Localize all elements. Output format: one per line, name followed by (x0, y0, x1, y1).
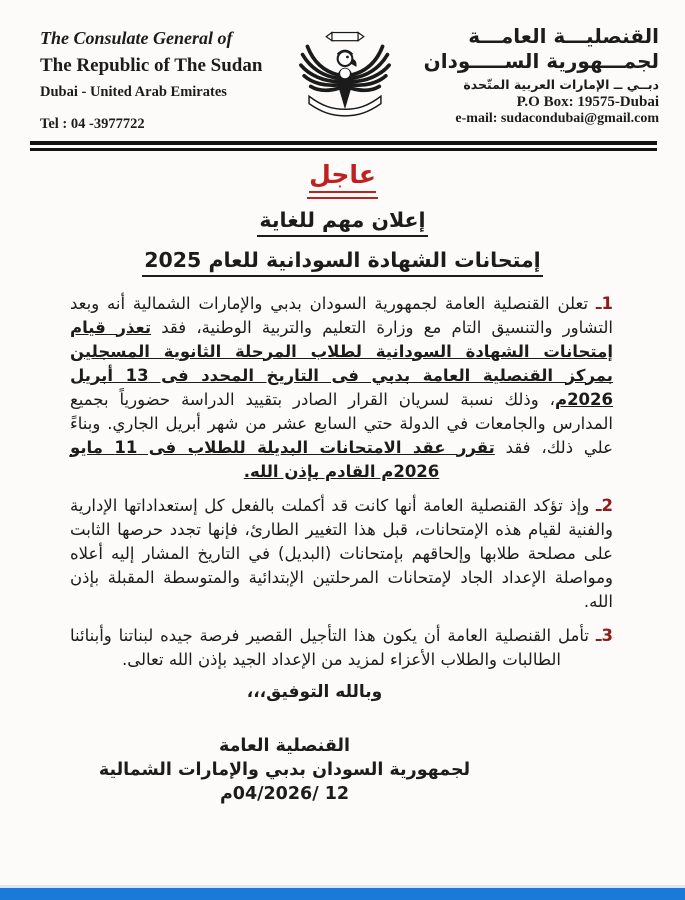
arabic-title-line2: لجمـــهورية الســـــودان (423, 49, 659, 73)
telephone-number: Tel : 04 -3977722 (40, 116, 145, 132)
english-title-line2: The Republic of The Sudan (40, 55, 263, 76)
paragraph-2: 2ـ وإذ تؤكد القنصلية العامة أنها كانت قد أكملت بالفعل كل إستعداداتها الإدارية والفنية لقيام هذه الإمتحانات، قبل هذا التغيير الطارئ، فإنها تجدد حرصها الثابت على مصلحة طلابها وإلحاقهم بإمتحانات (البديل) في التاريخ المشار إليه أعلاه ومواصلة الإعداد الجاد لإمتحانات المرحلتين الإبتدائية والمتوسطة المقبلة بإذن الله. (70, 495, 614, 611)
sudan-coat-of-arms (296, 24, 394, 130)
announcement-heading: إعلان مهم للغاية (0, 208, 685, 237)
closing-phrase: وبالله التوفيق،،، (246, 681, 383, 702)
paragraph-3-number: 3ـ (595, 625, 613, 645)
signature-block (0, 734, 627, 806)
arabic-location-line: دبــي ــ الإمارات العربية المتّحدة (463, 77, 659, 92)
letter-body (70, 292, 613, 672)
letterhead-arabic (421, 22, 659, 127)
paragraph-3: 3ـ تأمل القنصلية العامة أن يكون هذا التأجيل القصير فرصة جيده لبناتنا وأبنائنا الطالبات والطلاب الأعزاء لمزيد من الإعداد الجيد بإذن الله تعالى. (70, 625, 613, 669)
bottom-blue-bar (0, 888, 685, 900)
signature-date: 12 /04/2026م (219, 783, 350, 804)
letterhead (0, 0, 685, 133)
letterhead-english (40, 22, 268, 133)
paragraph-2-number: 2ـ (595, 495, 614, 515)
english-title-line1: The Consulate General of (40, 28, 233, 48)
paragraph-1-number: 1ـ (595, 293, 614, 313)
title-block (0, 161, 685, 277)
header-divider (30, 141, 657, 151)
english-location-line: Dubai - United Arab Emirates (40, 84, 227, 100)
po-box: P.O Box: 19575-Dubai (516, 94, 659, 110)
email-address: e-mail: sudacondubai@gmail.com (455, 111, 659, 126)
subject-heading: إمتحانات الشهادة السودانية للعام 2025 (0, 248, 685, 277)
paragraph-1: 1ـ تعلن القنصلية العامة لجمهورية السودان بدبي والإمارات الشمالية أنه وبعد التشاور والتنسيق التام مع وزارة التعليم والتربية الوطنية، فقد تعذر قيام إمتحانات الشهادة السودانية لطلاب المرحلة الثانوية المسجلين بمركز القنصلية العامة بدبي فى التاريخ المحدد فى 13 أبريل 2026م، وذلك نسبة لسريان القرار الصادر بتقييد الدراسة حضورياً بجميع المدارس والجامعات في الدولة حتي السابع عشر من شهر أبريل الجاري. وبناءً علي ذلك، فقد تقرر عقد الامتحانات البديلة للطلاب فى 11 مايو 2026م القادم بإذن الله. (70, 293, 614, 481)
signature-line2: لجمهورية السودان بدبي والإمارات الشمالية (98, 759, 471, 780)
arabic-title-line1: القنصليـــة العامـــة (468, 24, 659, 48)
signature-line1: القنصلية العامة (218, 735, 350, 756)
urgent-heading: عاجل (0, 161, 685, 199)
